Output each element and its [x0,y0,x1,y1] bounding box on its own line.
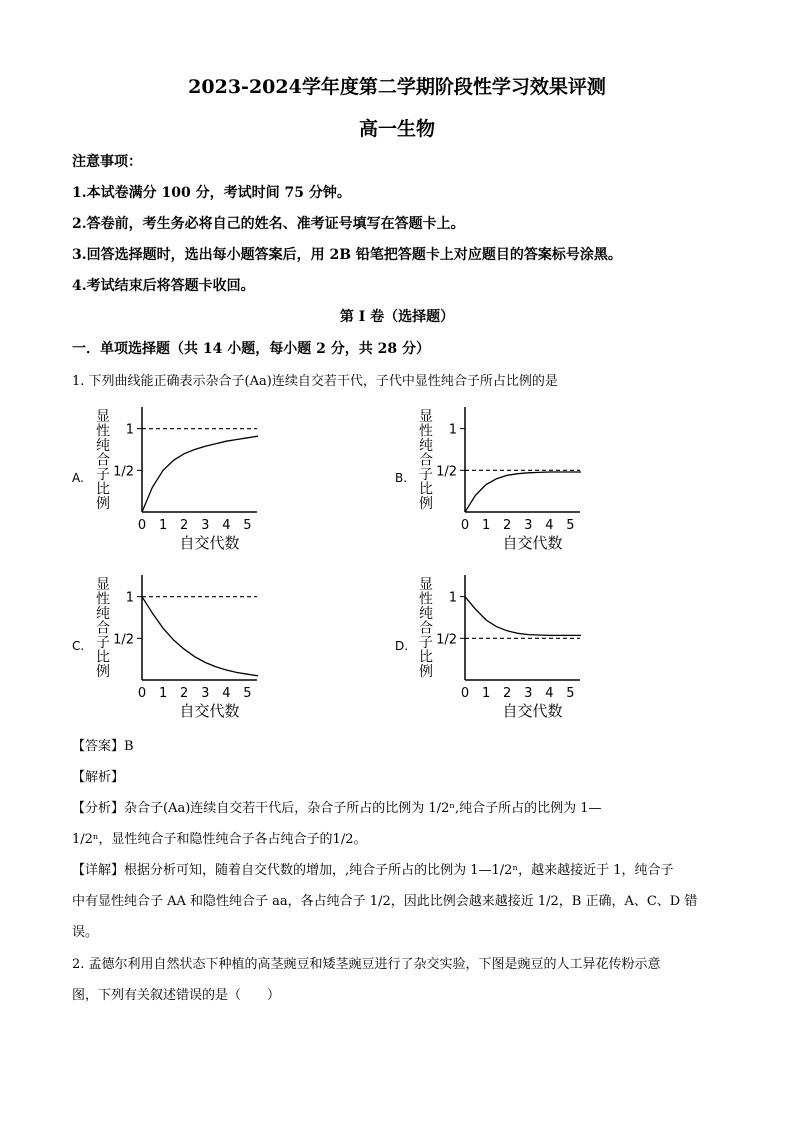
y-axis-label-char: 合 [419,452,433,469]
chart-option-c [70,573,270,721]
note-item: 2.答卷前，考生务必将自己的姓名、准考证号填写在答题卡上。 [72,216,465,232]
chart-svg [70,405,270,553]
x-tick-label: 2 [180,686,189,701]
y-axis-label-char: 例 [96,664,110,680]
y-axis-label-char: 子 [96,467,110,483]
page-title: 2023-2024学年度第二学期阶段性学习效果评测 [188,76,606,98]
y-tick-label: 1 [448,590,457,606]
note-item: 1.本试卷满分 100 分，考试时间 75 分钟。 [72,185,351,201]
y-tick-label: 1/2 [113,632,134,648]
answer-label: 【答案】B [72,739,134,754]
x-tick-label: 3 [201,686,210,701]
y-axis-label-char: 比 [96,481,110,498]
data-curve [142,436,258,512]
y-tick-label: 1/2 [436,464,457,480]
y-tick-label: 1/2 [436,632,457,648]
x-tick-label: 4 [545,686,554,701]
x-tick-label: 4 [222,686,231,701]
y-axis-label-char: 比 [96,649,110,666]
x-axis-label: 自交代数 [502,702,563,720]
x-tick-label: 5 [566,686,575,701]
chart-option-d [393,573,593,721]
y-tick-label: 1 [125,422,134,438]
y-axis-label-char: 纯 [419,438,433,454]
chart-svg [393,405,593,553]
option-label: B. [395,471,408,485]
x-tick-label: 4 [545,518,554,533]
notes-heading: 注意事项： [72,154,142,170]
y-tick-label: 1 [448,422,457,438]
chart-svg [70,573,270,721]
chart-svg [393,573,593,721]
x-tick-label: 0 [460,686,470,701]
x-tick-label: 5 [566,518,575,533]
y-axis-label-char: 例 [419,664,433,680]
analysis-line: 【分析】杂合子(Aa)连续自交若干代后，杂合子所占的比例为 1/2ⁿ,纯合子所占的比例为 1— [72,801,602,816]
chart-option-a [70,405,270,553]
y-tick-label: 1/2 [113,464,134,480]
question-2-line: 2. 孟德尔利用自然状态下种植的高茎豌豆和矮茎豌豆进行了杂交实验，下图是豌豆的人工异花传粉示意 [72,957,661,972]
y-axis-label-char: 子 [96,635,110,651]
x-tick-label: 5 [243,686,252,701]
note-item: 4.考试结束后将答题卡收回。 [72,278,255,294]
x-tick-label: 0 [460,518,470,533]
x-tick-label: 5 [243,518,252,533]
note-item: 3.回答选择题时，选出每小题答案后，用 2B 铅笔把答题卡上对应题目的答案标号涂黑。 [72,247,622,263]
y-axis-label-char: 比 [419,649,433,666]
x-tick-label: 3 [201,518,210,533]
y-axis-label-char: 性 [96,423,110,440]
analysis-label: 【解析】 [72,770,125,785]
option-label: C. [72,639,85,653]
x-tick-label: 1 [158,686,168,701]
y-axis-label-char: 纯 [96,606,110,622]
y-axis-label-char: 纯 [96,438,110,454]
y-axis-label-char: 子 [419,467,433,483]
question-1-stem: 1. 下列曲线能正确表示杂合子(Aa)连续自交若干代，子代中显性纯合子所占比例的是 [72,374,558,389]
part-title: 第 I 卷（选择题） [339,309,455,325]
x-tick-label: 1 [481,686,491,701]
x-tick-label: 1 [158,518,168,533]
x-axis-label: 自交代数 [179,702,240,720]
analysis-line: 1/2ⁿ，显性纯合子和隐性纯合子各占纯合子的1/2。 [72,832,367,847]
x-tick-label: 4 [222,518,231,533]
x-tick-label: 2 [180,518,189,533]
y-axis-label-char: 性 [419,591,433,608]
y-axis-label-char: 性 [419,423,433,440]
section-title: 一．单项选择题（共 14 小题，每小题 2 分，共 28 分） [72,341,430,357]
y-axis-label-char: 显 [419,577,433,593]
y-axis-label-char: 合 [96,452,110,469]
y-axis-label-char: 纯 [419,606,433,622]
x-tick-label: 0 [137,686,147,701]
detail-line: 【详解】根据分析可知，随着自交代数的增加，,纯合子所占的比例为 1—1/2ⁿ，越来越接近于 1，纯合子 [72,863,674,878]
x-axis-label: 自交代数 [502,534,563,552]
x-tick-label: 2 [503,686,512,701]
detail-line: 中有显性纯合子 AA 和隐性纯合子 aa，各占纯合子 1/2，因此比例会越来越接近 1/2，B 正确，A、C、D 错 [72,894,698,909]
page-subtitle: 高一生物 [358,118,435,140]
data-curve [465,472,581,512]
y-axis-label-char: 性 [96,591,110,608]
y-axis-label-char: 比 [419,481,433,498]
detail-line: 误。 [72,925,99,940]
x-tick-label: 2 [503,518,512,533]
question-2-line: 图，下列有关叙述错误的是（ ） [72,988,281,1003]
x-tick-label: 3 [524,518,533,533]
data-curve [465,597,581,636]
y-axis-label-char: 例 [419,496,433,512]
x-tick-label: 1 [481,518,491,533]
x-axis-label: 自交代数 [179,534,240,552]
option-label: A. [72,471,84,485]
y-axis-label-char: 合 [419,620,433,637]
y-axis-label-char: 显 [96,577,110,593]
y-axis-label-char: 显 [419,409,433,425]
y-axis-label-char: 合 [96,620,110,637]
option-label: D. [395,639,409,653]
x-tick-label: 3 [524,686,533,701]
y-axis-label-char: 显 [96,409,110,425]
y-tick-label: 1 [125,590,134,606]
x-tick-label: 0 [137,518,147,533]
data-curve [142,597,258,676]
y-axis-label-char: 子 [419,635,433,651]
chart-option-b [393,405,593,553]
y-axis-label-char: 例 [96,496,110,512]
